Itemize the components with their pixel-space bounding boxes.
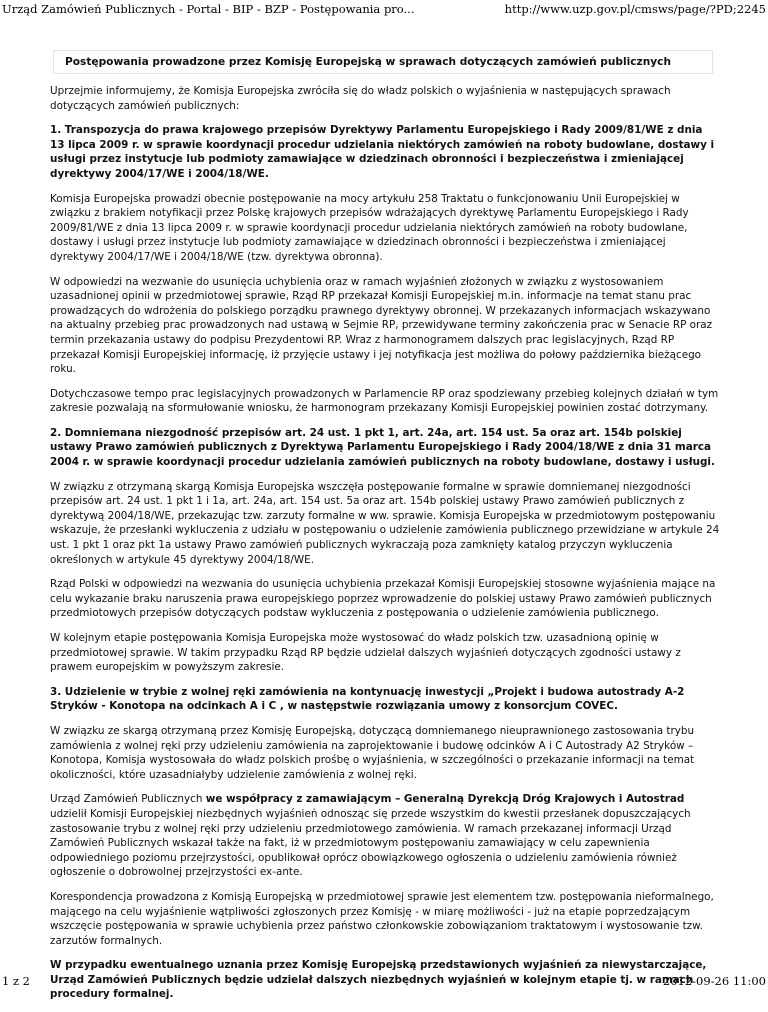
section-2-heading: 2. Domniemana niezgodność przepisów art. 24 ust. 1 pkt 1, art. 24a, art. 154 ust. 5a oraz art. 154b polskiej ustawy Prawo zamówień publicznych z Dyrektywą Parlamentu Europejskiego i Rady 2004/18/WE z dnia 31 marca 2004 r. w sprawie koordynacji procedur udzielania zamówień publicznych na roboty budowlane, dostawy i usługi.	[50, 426, 715, 469]
section-3-paragraph-3: Korespondencja prowadzona z Komisją Europejską w przedmiotowej sprawie jest elementem tzw. postępowania nieformalnego, mającego na celu wyjaśnienie wątpliwości zgłoszonych przez Komisję - w miarę możliwości - już na etapie poprzedzającym wszczęcie postępowania w sprawie uchybienia przez państwo członkowskie zobowiązaniom traktatowym i wystosowanie tzw. zarzutów formalnych.	[50, 890, 714, 947]
print-footer	[0, 974, 768, 990]
section-1-paragraph-1: Komisja Europejska prowadzi obecnie postępowanie na mocy artykułu 258 Traktatu o funkcjonowaniu Unii Europejskiej w związku z brakiem notyfikacji przez Polskę krajowych przepisów wdrażających dyrektywę Parlamentu Europejskiego i Rady 2009/81/WE z dnia 13 lipca 2009 r. w sprawie koordynacji procedur udzielania niektórych zamówień na roboty budowlane, dostawy i usługi przez instytucje lub podmioty zamawiające w dziedzinach obronności i bezpieczeństwa i zmieniającej dyrektywy 2004/17/WE i 2004/18/WE (tzw. dyrektywa obronna).	[50, 192, 689, 263]
section-2-paragraph-1: W związku z otrzymaną skargą Komisja Europejska wszczęła postępowanie formalne w sprawie domniemanej niezgodności przepisów art. 24 ust. 1 pkt 1 i 1a, art. 24a, art. 154 ust. 5a oraz art. 154b polskiej ustawy Prawo zamówień publicznych z dyrektywą 2004/18/WE, przekazując tzw. zarzuty formalne w ww. sprawie. Komisja Europejska w przedmiotowym postępowaniu wskazuje, że przesłanki wykluczenia z udziału w postępowaniu o udzielenie zamówienia publicznego przewidziane w artykule 24 ust. 1 pkt 1 oraz pkt 1a ustawy Prawo zamówień publicznych wykraczają poza zamknięty katalog przyczyn wykluczenia określonych w artykule 45 dyrektywy 2004/18/WE.	[50, 480, 720, 566]
print-datetime: 2012-09-26 11:00	[662, 974, 766, 988]
section-3-paragraph-2	[50, 792, 720, 880]
section-3-p2-rest: udzielił Komisji Europejskiej niezbędnych wyjaśnień odnosząc się przede wszystkim do kwestii przesłanek dopuszczających zastosowanie trybu z wolnej ręki przy udzieleniu przedmiotowego zamówienia. W ramach przekazanej informacji Urząd Zamówień Publicznych wskazał także na fakt, iż w przedmiotowym postępowaniu zamawiający w celu zapewnienia odpowiedniego poziomu przejrzystości, opublikował oprócz obowiązkowego ogłoszenia o udzieleniu zamówienia również ogłoszenie o dobrowolnej przejrzystości ex-ante.	[50, 807, 691, 879]
section-2-paragraph-2: Rząd Polski w odpowiedzi na wezwania do usunięcia uchybienia przekazał Komisji Europejskiej stosowne wyjaśnienia mające na celu wykazanie braku naruszenia prawa europejskiego poprzez wprowadzenie do polskiej ustawy Prawo zamówień publicznych przedmiotowych przepisów dotyczących podstaw wykluczenia z postępowania o udzielenie zamówienia publicznego.	[50, 578, 716, 620]
page-url-header: http://www.uzp.gov.pl/cmsws/page/?PD;2245	[504, 2, 766, 16]
print-header	[0, 2, 768, 18]
page-title-header: Urząd Zamówień Publicznych - Portal - BIP - BZP - Postępowania pro...	[2, 2, 415, 16]
page-number: 1 z 2	[2, 974, 31, 988]
section-1-heading: 1. Transpozycja do prawa krajowego przepisów Dyrektywy Parlamentu Europejskiego i Rady 2009/81/WE z dnia 13 lipca 2009 r. w sprawie koordynacji procedur udzielania niektórych zamówień na roboty budowlane, dostawy i usługi przez instytucje lub podmioty zamawiające w dziedzinach obronności i bezpieczeństwa i zmieniającej dyrektywy 2004/17/WE i 2004/18/WE.	[50, 124, 715, 180]
section-3-paragraph-4: W przypadku ewentualnego uznania przez Komisję Europejską przedstawionych wyjaśnień za niewystarczające, Urząd Zamówień Publicznych będzie udzielał dalszych niezbędnych wyjaśnień w kolejnym etapie tj. w ramach procedury formalnej.	[50, 959, 707, 1001]
section-3-heading: 3. Udzielenie w trybie z wolnej ręki zamówienia na kontynuację inwestycji „Projekt i budowa autostrady A-2 Stryków - Konotopa na odcinkach A i C , w następstwie rozwiązania umowy z konsorcjum COVEC.	[50, 685, 685, 713]
section-3-p2-prefix: Urząd Zamówień Publicznych	[50, 793, 206, 806]
article-body	[50, 84, 720, 1002]
page-title: Postępowania prowadzone przez Komisję Europejską w sprawach dotyczących zamówień publicznych	[53, 50, 713, 74]
section-2-paragraph-3: W kolejnym etapie postępowania Komisja Europejska może wystosować do władz polskich tzw. uzasadnioną opinię w przedmiotowej sprawie. W takim przypadku Rząd RP będzie udzielał dalszych wyjaśnień dotyczących zgodności ustawy z prawem europejskim w powyższym zakresie.	[50, 632, 681, 674]
section-1-paragraph-3: Dotychczasowe tempo prac legislacyjnych prowadzonych w Parlamencie RP oraz spodziewany przebieg kolejnych działań w tym zakresie pozwalają na sformułowanie wniosku, że harmonogram przekazany Komisji Europejskiej powinien zostać dotrzymany.	[50, 387, 719, 415]
section-1-paragraph-2: W odpowiedzi na wezwanie do usunięcia uchybienia oraz w ramach wyjaśnień złożonych w związku z wystosowaniem uzasadnionej opinii w przedmiotowej sprawie, Rząd RP przekazał Komisji Europejskiej m.in. informacje na temat stanu prac prowadzących do wdrożenia do polskiego porządku prawnego dyrektywy obronnej. W przekazanych informacjach wskazywano na aktualny przebieg prac prowadzonych nad ustawą w Sejmie RP, przewidywane terminy zakończenia prac w Senacie RP oraz termin przekazania ustawy do podpisu Prezydentowi RP. Wraz z harmonogramem dalszych prac legislacyjnych, Rząd RP przekazał Komisji Europejskiej informację, iż przyjęcie ustawy i jej notyfikacja jest możliwa do połowy października bieżącego roku.	[50, 275, 713, 376]
document-content	[50, 50, 720, 1012]
intro-paragraph: Uprzejmie informujemy, że Komisja Europejska zwróciła się do władz polskich o wyjaśnienia w następujących sprawach dotyczących zamówień publicznych:	[50, 85, 671, 112]
section-3-p2-bold: we współpracy z zamawiającym – Generalną Dyrekcją Dróg Krajowych i Autostrad	[205, 793, 685, 806]
section-3-paragraph-1: W związku ze skargą otrzymaną przez Komisję Europejską, dotyczącą domniemanego nieuprawnionego zastosowania trybu zamówienia z wolnej ręki przy udzieleniu zamówienia na zaprojektowanie i budowę odcinków A i C Autostrady A2 Stryków – Konotopa, Komisja wystosowała do władz polskich prośbę o wyjaśnienia, w szczególności o przekazanie informacji na temat okoliczności, które uzasadniałyby udzielenie zamówienia z wolnej ręki.	[50, 724, 695, 781]
